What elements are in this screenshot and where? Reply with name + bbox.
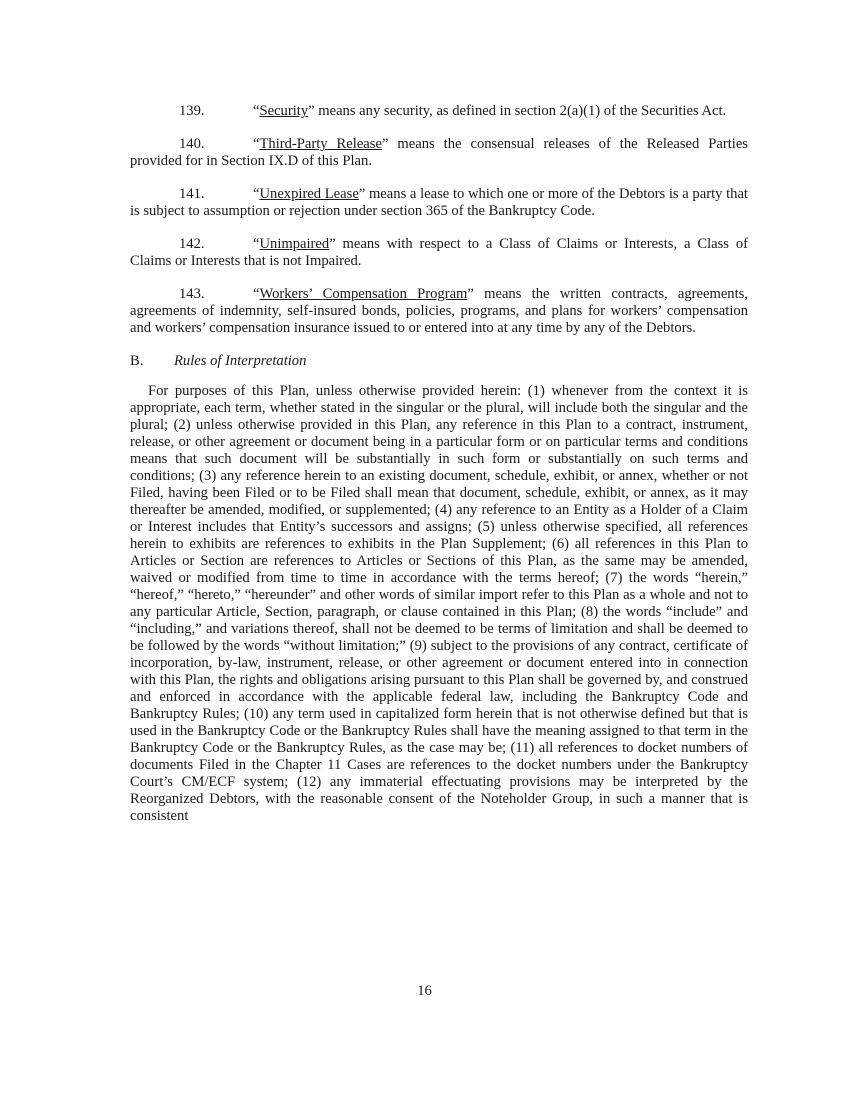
open-quote: “ — [253, 103, 260, 119]
definition-text: ” means any security, as defined in section 2(a)(1) of the Securities Act. — [308, 103, 727, 119]
definition-text: ” means the consensual releases of the Released Parties provided for in Section IX.D of this Plan. — [130, 136, 748, 169]
definition-number: 143. — [179, 286, 205, 302]
document-page — [130, 103, 748, 825]
open-quote: “ — [253, 236, 260, 252]
definition-text: ” means the written contracts, agreements, agreements of indemnity, self-insured bonds, policies, programs, and plans for workers’ compensation and workers’ compensation insurance issued to or entered into at any time by any of the Debtors. — [130, 286, 748, 336]
definition-140 — [130, 136, 748, 170]
definition-143 — [130, 286, 748, 337]
definition-number: 139. — [179, 103, 205, 119]
open-quote: “ — [253, 286, 260, 302]
definition-number: 141. — [179, 186, 205, 202]
defined-term: Workers’ Compensation Program — [259, 286, 468, 302]
definition-141 — [130, 186, 748, 220]
section-title: Rules of Interpretation — [174, 353, 307, 369]
open-quote: “ — [253, 136, 260, 152]
page-number: 16 — [417, 983, 432, 999]
defined-term: Unimpaired — [259, 236, 330, 252]
open-quote: “ — [253, 186, 260, 202]
rules-of-interpretation-paragraph: For purposes of this Plan, unless otherwise provided herein: (1) whenever from the context it is appropriate, each term, whether stated in the singular or the plural, will include both the singular and the plural; (2) unless otherwise provided in this Plan, any reference in this Plan to a contract, instrument, release, or other agreement or document being in a particular form or on particular terms and conditions means that such document will be substantially in such form or substantially on such terms and conditions; (3) any reference herein to an existing document, schedule, exhibit, or annex, whether or not Filed, having been Filed or to be Filed shall mean that document, schedule, exhibit, or annex, as it may thereafter be amended, modified, or supplemented; (4) any reference to an Entity as a Holder of a Claim or Interest includes that Entity’s successors and assigns; (5) unless otherwise specified, all references herein to exhibits are references to exhibits in the Plan Supplement; (6) all references in this Plan to Articles or Section are references to Articles or Sections of this Plan, as the same may be amended, waived or modified from time to time in accordance with the terms hereof; (7) the words “herein,” “hereof,” “hereto,” “hereunder” and other words of similar import refer to this Plan as a whole and not to any particular Article, Section, paragraph, or clause contained in this Plan; (8) the words “include” and “including,” and variations thereof, shall not be deemed to be terms of limitation and shall be deemed to be followed by the words “without limitation;” (9) subject to the provisions of any contract, certificate of incorporation, by-law, instrument, release, or other agreement or document entered into in connection with this Plan, the rights and obligations arising pursuant to this Plan shall be governed by, and construed and enforced in accordance with the applicable federal law, including the Bankruptcy Code and Bankruptcy Rules; (10) any term used in capitalized form herein that is not otherwise defined but that is used in the Bankruptcy Code or the Bankruptcy Rules shall have the meaning assigned to that term in the Bankruptcy Code or the Bankruptcy Rules, as the case may be; (11) all references to docket numbers of documents Filed in the Chapter 11 Cases are references to the docket numbers under the Bankruptcy Court’s CM/ECF system; (12) any immaterial effectuating provisions may be interpreted by the Reorganized Debtors, with the reasonable consent of the Noteholder Group, in such a manner that is consistent — [130, 383, 748, 824]
definition-number: 142. — [179, 236, 205, 252]
section-letter: B. — [130, 353, 144, 369]
definition-142 — [130, 236, 748, 270]
defined-term: Security — [259, 103, 309, 119]
defined-term: Unexpired Lease — [259, 186, 359, 202]
section-heading — [130, 353, 748, 370]
defined-term: Third-Party Release — [259, 136, 382, 152]
definition-text: ” means a lease to which one or more of the Debtors is a party that is subject to assumption or rejection under section 365 of the Bankruptcy Code. — [130, 186, 748, 219]
definition-number: 140. — [179, 136, 205, 152]
definition-text: ” means with respect to a Class of Claims or Interests, a Class of Claims or Interests that is not Impaired. — [130, 236, 748, 269]
definition-139 — [130, 103, 748, 120]
